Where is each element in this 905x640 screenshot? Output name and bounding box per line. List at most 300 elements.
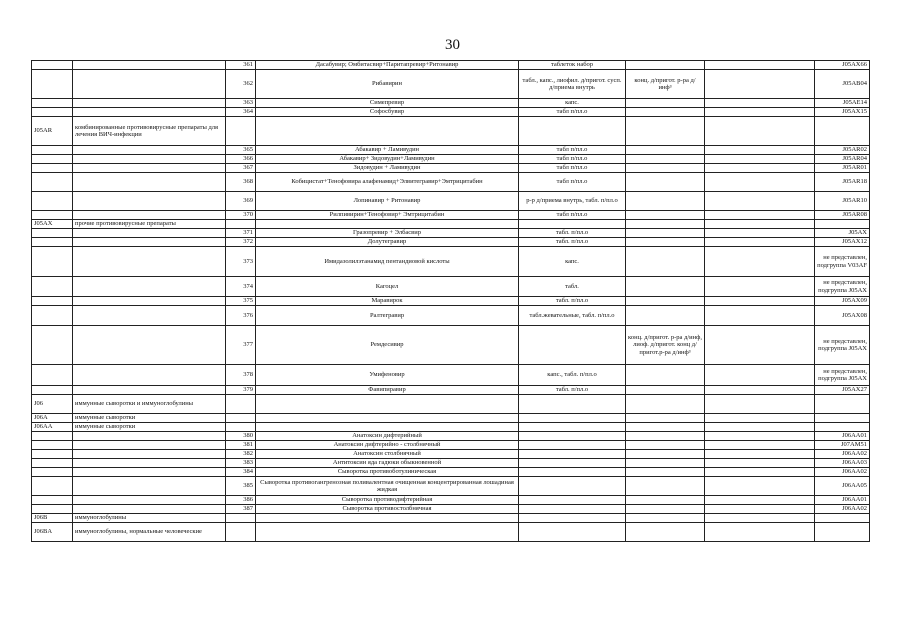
inpatient-form-cell — [626, 164, 705, 173]
inpatient-form-cell — [626, 277, 705, 297]
inpatient-form-cell — [626, 395, 705, 414]
drug-name-cell — [256, 117, 519, 146]
drug-name-cell: Абакавир + Ламивудин — [256, 146, 519, 155]
inpatient-form-cell — [626, 505, 705, 514]
notes-cell — [705, 117, 815, 146]
table-row — [32, 70, 870, 99]
dosage-form-cell — [519, 220, 626, 229]
inpatient-form-cell — [626, 459, 705, 468]
group-name-cell: иммунные сыворотки — [73, 423, 226, 432]
group-name-cell — [73, 238, 226, 247]
atc-code-right-cell: J06AA02 — [815, 505, 870, 514]
notes-cell — [705, 192, 815, 211]
atc-code-right-cell: J05AB04 — [815, 70, 870, 99]
atc-code-cell — [32, 432, 73, 441]
group-name-cell — [73, 441, 226, 450]
atc-code-cell: J05AX — [32, 220, 73, 229]
dosage-form-cell: табл п/пл.о — [519, 146, 626, 155]
inpatient-form-cell — [626, 414, 705, 423]
drug-name-cell: Сыворотка противоботулиническая — [256, 468, 519, 477]
drug-name-cell — [256, 395, 519, 414]
group-name-cell: комбинированные противовирусные препараты для лечения ВИЧ-инфекции — [73, 117, 226, 146]
atc-code-cell — [32, 229, 73, 238]
table-row — [32, 155, 870, 164]
dosage-form-cell: табл. п/пл.о — [519, 297, 626, 306]
dosage-form-cell — [519, 459, 626, 468]
group-name-cell — [73, 164, 226, 173]
dosage-form-cell: табл п/пл.о — [519, 164, 626, 173]
notes-cell — [705, 450, 815, 459]
dosage-form-cell: табл.жевательные, табл. п/пл.о — [519, 306, 626, 326]
table-row — [32, 99, 870, 108]
atc-code-cell — [32, 70, 73, 99]
drug-name-cell: Сыворотка противодифтерийная — [256, 496, 519, 505]
atc-code-cell — [32, 297, 73, 306]
dosage-form-cell — [519, 468, 626, 477]
notes-cell — [705, 523, 815, 542]
atc-code-cell — [32, 108, 73, 117]
table-row — [32, 326, 870, 365]
dosage-form-cell: табл. п/пл.о — [519, 229, 626, 238]
dosage-form-cell — [519, 441, 626, 450]
drug-name-cell — [256, 414, 519, 423]
table-row — [32, 238, 870, 247]
dosage-form-cell — [519, 423, 626, 432]
inpatient-form-cell — [626, 229, 705, 238]
group-name-cell — [73, 173, 226, 192]
group-name-cell: иммуноглобулины — [73, 514, 226, 523]
drug-name-cell: Умифеновир — [256, 365, 519, 386]
item-number-cell: 381 — [226, 441, 256, 450]
drug-name-cell: Кобицистат+Тенофовира алафенамид+Элвитегравир+Эмтрицитабин — [256, 173, 519, 192]
dosage-form-cell — [519, 496, 626, 505]
drug-name-cell: Гразопревир + Элбасвир — [256, 229, 519, 238]
atc-code-right-cell: J05AR18 — [815, 173, 870, 192]
atc-code-cell: J06AA — [32, 423, 73, 432]
inpatient-form-cell — [626, 297, 705, 306]
atc-code-right-cell: не представлен, подгруппа V03AF — [815, 247, 870, 277]
page-number: 30 — [445, 37, 460, 53]
dosage-form-cell — [519, 505, 626, 514]
item-number-cell: 373 — [226, 247, 256, 277]
dosage-form-cell: табл п/пл.о — [519, 108, 626, 117]
item-number-cell: 378 — [226, 365, 256, 386]
group-name-cell — [73, 229, 226, 238]
atc-code-right-cell: J05AX15 — [815, 108, 870, 117]
notes-cell — [705, 477, 815, 496]
table-row — [32, 523, 870, 542]
table-row — [32, 306, 870, 326]
atc-code-cell — [32, 386, 73, 395]
inpatient-form-cell — [626, 238, 705, 247]
item-number-cell: 375 — [226, 297, 256, 306]
atc-code-cell: J06A — [32, 414, 73, 423]
item-number-cell: 363 — [226, 99, 256, 108]
item-number-cell: 382 — [226, 450, 256, 459]
notes-cell — [705, 211, 815, 220]
drug-name-cell: Долутегравир — [256, 238, 519, 247]
table-row — [32, 459, 870, 468]
drug-name-cell: Лопинавир + Ритонавир — [256, 192, 519, 211]
item-number-cell: 366 — [226, 155, 256, 164]
notes-cell — [705, 395, 815, 414]
item-number-cell: 371 — [226, 229, 256, 238]
table-row — [32, 496, 870, 505]
notes-cell — [705, 496, 815, 505]
atc-code-right-cell — [815, 523, 870, 542]
atc-code-right-cell — [815, 414, 870, 423]
group-name-cell — [73, 247, 226, 277]
atc-code-right-cell: J05AX12 — [815, 238, 870, 247]
drug-name-cell: Анатоксин столбнячный — [256, 450, 519, 459]
table-row — [32, 247, 870, 277]
group-name-cell — [73, 146, 226, 155]
inpatient-form-cell — [626, 523, 705, 542]
atc-code-cell — [32, 192, 73, 211]
atc-code-right-cell: J05AX08 — [815, 306, 870, 326]
notes-cell — [705, 297, 815, 306]
notes-cell — [705, 432, 815, 441]
notes-cell — [705, 306, 815, 326]
atc-code-right-cell: не представлен, подгруппа J05AX — [815, 277, 870, 297]
inpatient-form-cell: конц. д/пригот. р-ра д/инф³ — [626, 70, 705, 99]
atc-code-cell — [32, 365, 73, 386]
atc-code-right-cell — [815, 395, 870, 414]
group-name-cell: иммуноглобулины, нормальные человеческие — [73, 523, 226, 542]
group-name-cell — [73, 477, 226, 496]
atc-code-cell — [32, 477, 73, 496]
atc-code-cell: J06B — [32, 514, 73, 523]
dosage-form-cell — [519, 477, 626, 496]
notes-cell — [705, 459, 815, 468]
inpatient-form-cell — [626, 441, 705, 450]
group-name-cell — [73, 468, 226, 477]
item-number-cell: 364 — [226, 108, 256, 117]
group-name-cell — [73, 365, 226, 386]
atc-code-right-cell: J05AR10 — [815, 192, 870, 211]
inpatient-form-cell — [626, 117, 705, 146]
item-number-cell: 361 — [226, 61, 256, 70]
drug-name-cell: Дасабувир; Омбитасвир+Паритапревир+Ритонавир — [256, 61, 519, 70]
notes-cell — [705, 505, 815, 514]
item-number-cell: 380 — [226, 432, 256, 441]
inpatient-form-cell — [626, 155, 705, 164]
notes-cell — [705, 365, 815, 386]
table-row — [32, 450, 870, 459]
atc-code-right-cell: не представлен, подгруппа J05AX — [815, 365, 870, 386]
drug-name-cell: Ремдесивир — [256, 326, 519, 365]
drug-name-cell — [256, 423, 519, 432]
table-row — [32, 146, 870, 155]
table-row — [32, 514, 870, 523]
item-number-cell — [226, 423, 256, 432]
atc-code-cell — [32, 468, 73, 477]
drug-name-cell: Маравирок — [256, 297, 519, 306]
drug-name-cell: Рилпивирин+Тенофовир+ Эмтрицитабин — [256, 211, 519, 220]
group-name-cell — [73, 61, 226, 70]
drug-list-table — [31, 60, 870, 542]
atc-code-right-cell — [815, 423, 870, 432]
group-name-cell — [73, 450, 226, 459]
dosage-form-cell: табл. п/пл.о — [519, 386, 626, 395]
table-row — [32, 192, 870, 211]
group-name-cell: прочие противовирусные препараты — [73, 220, 226, 229]
atc-code-right-cell: J05AX66 — [815, 61, 870, 70]
table-row — [32, 432, 870, 441]
notes-cell — [705, 164, 815, 173]
inpatient-form-cell — [626, 477, 705, 496]
dosage-form-cell — [519, 326, 626, 365]
notes-cell — [705, 108, 815, 117]
notes-cell — [705, 146, 815, 155]
dosage-form-cell — [519, 432, 626, 441]
atc-code-cell — [32, 326, 73, 365]
item-number-cell — [226, 117, 256, 146]
atc-code-cell: J06BA — [32, 523, 73, 542]
dosage-form-cell: капс. — [519, 99, 626, 108]
group-name-cell — [73, 297, 226, 306]
notes-cell — [705, 99, 815, 108]
atc-code-right-cell: J06AA03 — [815, 459, 870, 468]
inpatient-form-cell — [626, 146, 705, 155]
table-row — [32, 477, 870, 496]
notes-cell — [705, 326, 815, 365]
drug-name-cell: Зидовудин + Ламивудин — [256, 164, 519, 173]
group-name-cell: иммунные сыворотки и иммуноглобулины — [73, 395, 226, 414]
atc-code-right-cell: J05AX — [815, 229, 870, 238]
notes-cell — [705, 441, 815, 450]
atc-code-right-cell: J06AA02 — [815, 468, 870, 477]
atc-code-right-cell: J05AE14 — [815, 99, 870, 108]
atc-code-cell: J05AR — [32, 117, 73, 146]
notes-cell — [705, 277, 815, 297]
inpatient-form-cell — [626, 432, 705, 441]
item-number-cell: 372 — [226, 238, 256, 247]
notes-cell — [705, 247, 815, 277]
item-number-cell: 377 — [226, 326, 256, 365]
dosage-form-cell: табл. п/пл.о — [519, 238, 626, 247]
atc-code-cell — [32, 164, 73, 173]
dosage-form-cell: табл п/пл.о — [519, 155, 626, 164]
atc-code-right-cell: J05AR01 — [815, 164, 870, 173]
item-number-cell: 387 — [226, 505, 256, 514]
atc-code-cell — [32, 99, 73, 108]
group-name-cell — [73, 386, 226, 395]
inpatient-form-cell — [626, 496, 705, 505]
dosage-form-cell — [519, 117, 626, 146]
table-row — [32, 365, 870, 386]
atc-code-cell — [32, 306, 73, 326]
atc-code-right-cell: J06AA02 — [815, 450, 870, 459]
item-number-cell: 383 — [226, 459, 256, 468]
item-number-cell — [226, 395, 256, 414]
notes-cell — [705, 229, 815, 238]
item-number-cell: 386 — [226, 496, 256, 505]
atc-code-cell — [32, 173, 73, 192]
dosage-form-cell: капс., табл. п/пл.о — [519, 365, 626, 386]
notes-cell — [705, 423, 815, 432]
atc-code-right-cell: J05AR04 — [815, 155, 870, 164]
drug-name-cell — [256, 514, 519, 523]
item-number-cell — [226, 220, 256, 229]
atc-code-right-cell: J06AA01 — [815, 432, 870, 441]
atc-code-cell — [32, 450, 73, 459]
item-number-cell: 369 — [226, 192, 256, 211]
dosage-form-cell: таблеток набор — [519, 61, 626, 70]
group-name-cell — [73, 211, 226, 220]
group-name-cell — [73, 496, 226, 505]
item-number-cell: 376 — [226, 306, 256, 326]
inpatient-form-cell — [626, 423, 705, 432]
table-row — [32, 414, 870, 423]
group-name-cell — [73, 432, 226, 441]
group-name-cell — [73, 70, 226, 99]
dosage-form-cell: табл п/пл.о — [519, 211, 626, 220]
group-name-cell — [73, 505, 226, 514]
atc-code-right-cell: не представлен, подгруппа J05AX — [815, 326, 870, 365]
table-row — [32, 468, 870, 477]
item-number-cell: 379 — [226, 386, 256, 395]
item-number-cell: 374 — [226, 277, 256, 297]
drug-name-cell: Софосбувир — [256, 108, 519, 117]
atc-code-right-cell: J05AX09 — [815, 297, 870, 306]
drug-name-cell: Рибавирин — [256, 70, 519, 99]
item-number-cell — [226, 523, 256, 542]
drug-name-cell — [256, 523, 519, 542]
group-name-cell — [73, 459, 226, 468]
drug-name-cell: Анатоксин дифтерийно - столбнячный — [256, 441, 519, 450]
inpatient-form-cell — [626, 450, 705, 459]
inpatient-form-cell — [626, 386, 705, 395]
table-row — [32, 117, 870, 146]
notes-cell — [705, 220, 815, 229]
inpatient-form-cell — [626, 220, 705, 229]
atc-code-cell — [32, 505, 73, 514]
drug-name-cell: Сыворотка противогангренозная поливалентная очищенная концентрированная лошадиная жидкая — [256, 477, 519, 496]
atc-code-cell — [32, 238, 73, 247]
item-number-cell: 368 — [226, 173, 256, 192]
group-name-cell: иммунные сыворотки — [73, 414, 226, 423]
drug-name-cell: Кагоцел — [256, 277, 519, 297]
dosage-form-cell — [519, 450, 626, 459]
inpatient-form-cell — [626, 108, 705, 117]
notes-cell — [705, 238, 815, 247]
table-row — [32, 297, 870, 306]
drug-name-cell: Симепревир — [256, 99, 519, 108]
notes-cell — [705, 155, 815, 164]
inpatient-form-cell — [626, 365, 705, 386]
group-name-cell — [73, 306, 226, 326]
atc-code-cell — [32, 247, 73, 277]
inpatient-form-cell — [626, 192, 705, 211]
item-number-cell: 370 — [226, 211, 256, 220]
item-number-cell — [226, 514, 256, 523]
table-body — [32, 61, 870, 542]
drug-name-cell: Имидазолилэтанамид пентандиовой кислоты — [256, 247, 519, 277]
notes-cell — [705, 173, 815, 192]
table-row — [32, 61, 870, 70]
dosage-form-cell — [519, 395, 626, 414]
atc-code-right-cell: J05AX27 — [815, 386, 870, 395]
table-row — [32, 441, 870, 450]
table-row — [32, 386, 870, 395]
atc-code-cell — [32, 155, 73, 164]
drug-name-cell: Ралтегравир — [256, 306, 519, 326]
table-row — [32, 164, 870, 173]
notes-cell — [705, 386, 815, 395]
group-name-cell — [73, 99, 226, 108]
dosage-form-cell — [519, 414, 626, 423]
drug-name-cell: Фавипиравир — [256, 386, 519, 395]
notes-cell — [705, 61, 815, 70]
drug-name-cell: Анатоксин дифтерийный — [256, 432, 519, 441]
item-number-cell: 365 — [226, 146, 256, 155]
notes-cell — [705, 468, 815, 477]
atc-code-cell — [32, 146, 73, 155]
inpatient-form-cell — [626, 99, 705, 108]
drug-name-cell — [256, 220, 519, 229]
dosage-form-cell: р-р д/приема внутрь, табл. п/пл.о — [519, 192, 626, 211]
dosage-form-cell: табл., капс., лиофил. д/пригот. сусп. д/приема внутрь — [519, 70, 626, 99]
dosage-form-cell: табл. — [519, 277, 626, 297]
table-row — [32, 108, 870, 117]
dosage-form-cell: капс. — [519, 247, 626, 277]
group-name-cell — [73, 108, 226, 117]
atc-code-cell — [32, 441, 73, 450]
group-name-cell — [73, 192, 226, 211]
atc-code-right-cell — [815, 220, 870, 229]
notes-cell — [705, 514, 815, 523]
inpatient-form-cell — [626, 211, 705, 220]
inpatient-form-cell — [626, 306, 705, 326]
atc-code-cell — [32, 496, 73, 505]
table-row — [32, 211, 870, 220]
item-number-cell: 384 — [226, 468, 256, 477]
atc-code-cell — [32, 61, 73, 70]
table-row — [32, 423, 870, 432]
drug-name-cell: Абакавир+ Зидовудин+Ламивудин — [256, 155, 519, 164]
table-row — [32, 220, 870, 229]
item-number-cell: 367 — [226, 164, 256, 173]
inpatient-form-cell — [626, 247, 705, 277]
item-number-cell: 385 — [226, 477, 256, 496]
group-name-cell — [73, 326, 226, 365]
table-row — [32, 505, 870, 514]
inpatient-form-cell — [626, 468, 705, 477]
dosage-form-cell — [519, 523, 626, 542]
inpatient-form-cell: конц. д/пригот. р-ра д/инф, лиоф. д/пригот. конц д/пригот.р-ра д/инф³ — [626, 326, 705, 365]
atc-code-cell — [32, 459, 73, 468]
atc-code-right-cell: J05AR02 — [815, 146, 870, 155]
item-number-cell — [226, 414, 256, 423]
atc-code-right-cell — [815, 514, 870, 523]
notes-cell — [705, 70, 815, 99]
item-number-cell: 362 — [226, 70, 256, 99]
drug-name-cell: Сыворотка противостолбнячная — [256, 505, 519, 514]
atc-code-right-cell: J05AR08 — [815, 211, 870, 220]
atc-code-right-cell: J06AA01 — [815, 496, 870, 505]
atc-code-cell: J06 — [32, 395, 73, 414]
table-row — [32, 173, 870, 192]
table-row — [32, 395, 870, 414]
drug-name-cell: Антитоксин яда гадюки обыкновенной — [256, 459, 519, 468]
notes-cell — [705, 414, 815, 423]
atc-code-cell — [32, 277, 73, 297]
dosage-form-cell — [519, 514, 626, 523]
atc-code-right-cell: J06AA05 — [815, 477, 870, 496]
table-row — [32, 277, 870, 297]
inpatient-form-cell — [626, 61, 705, 70]
